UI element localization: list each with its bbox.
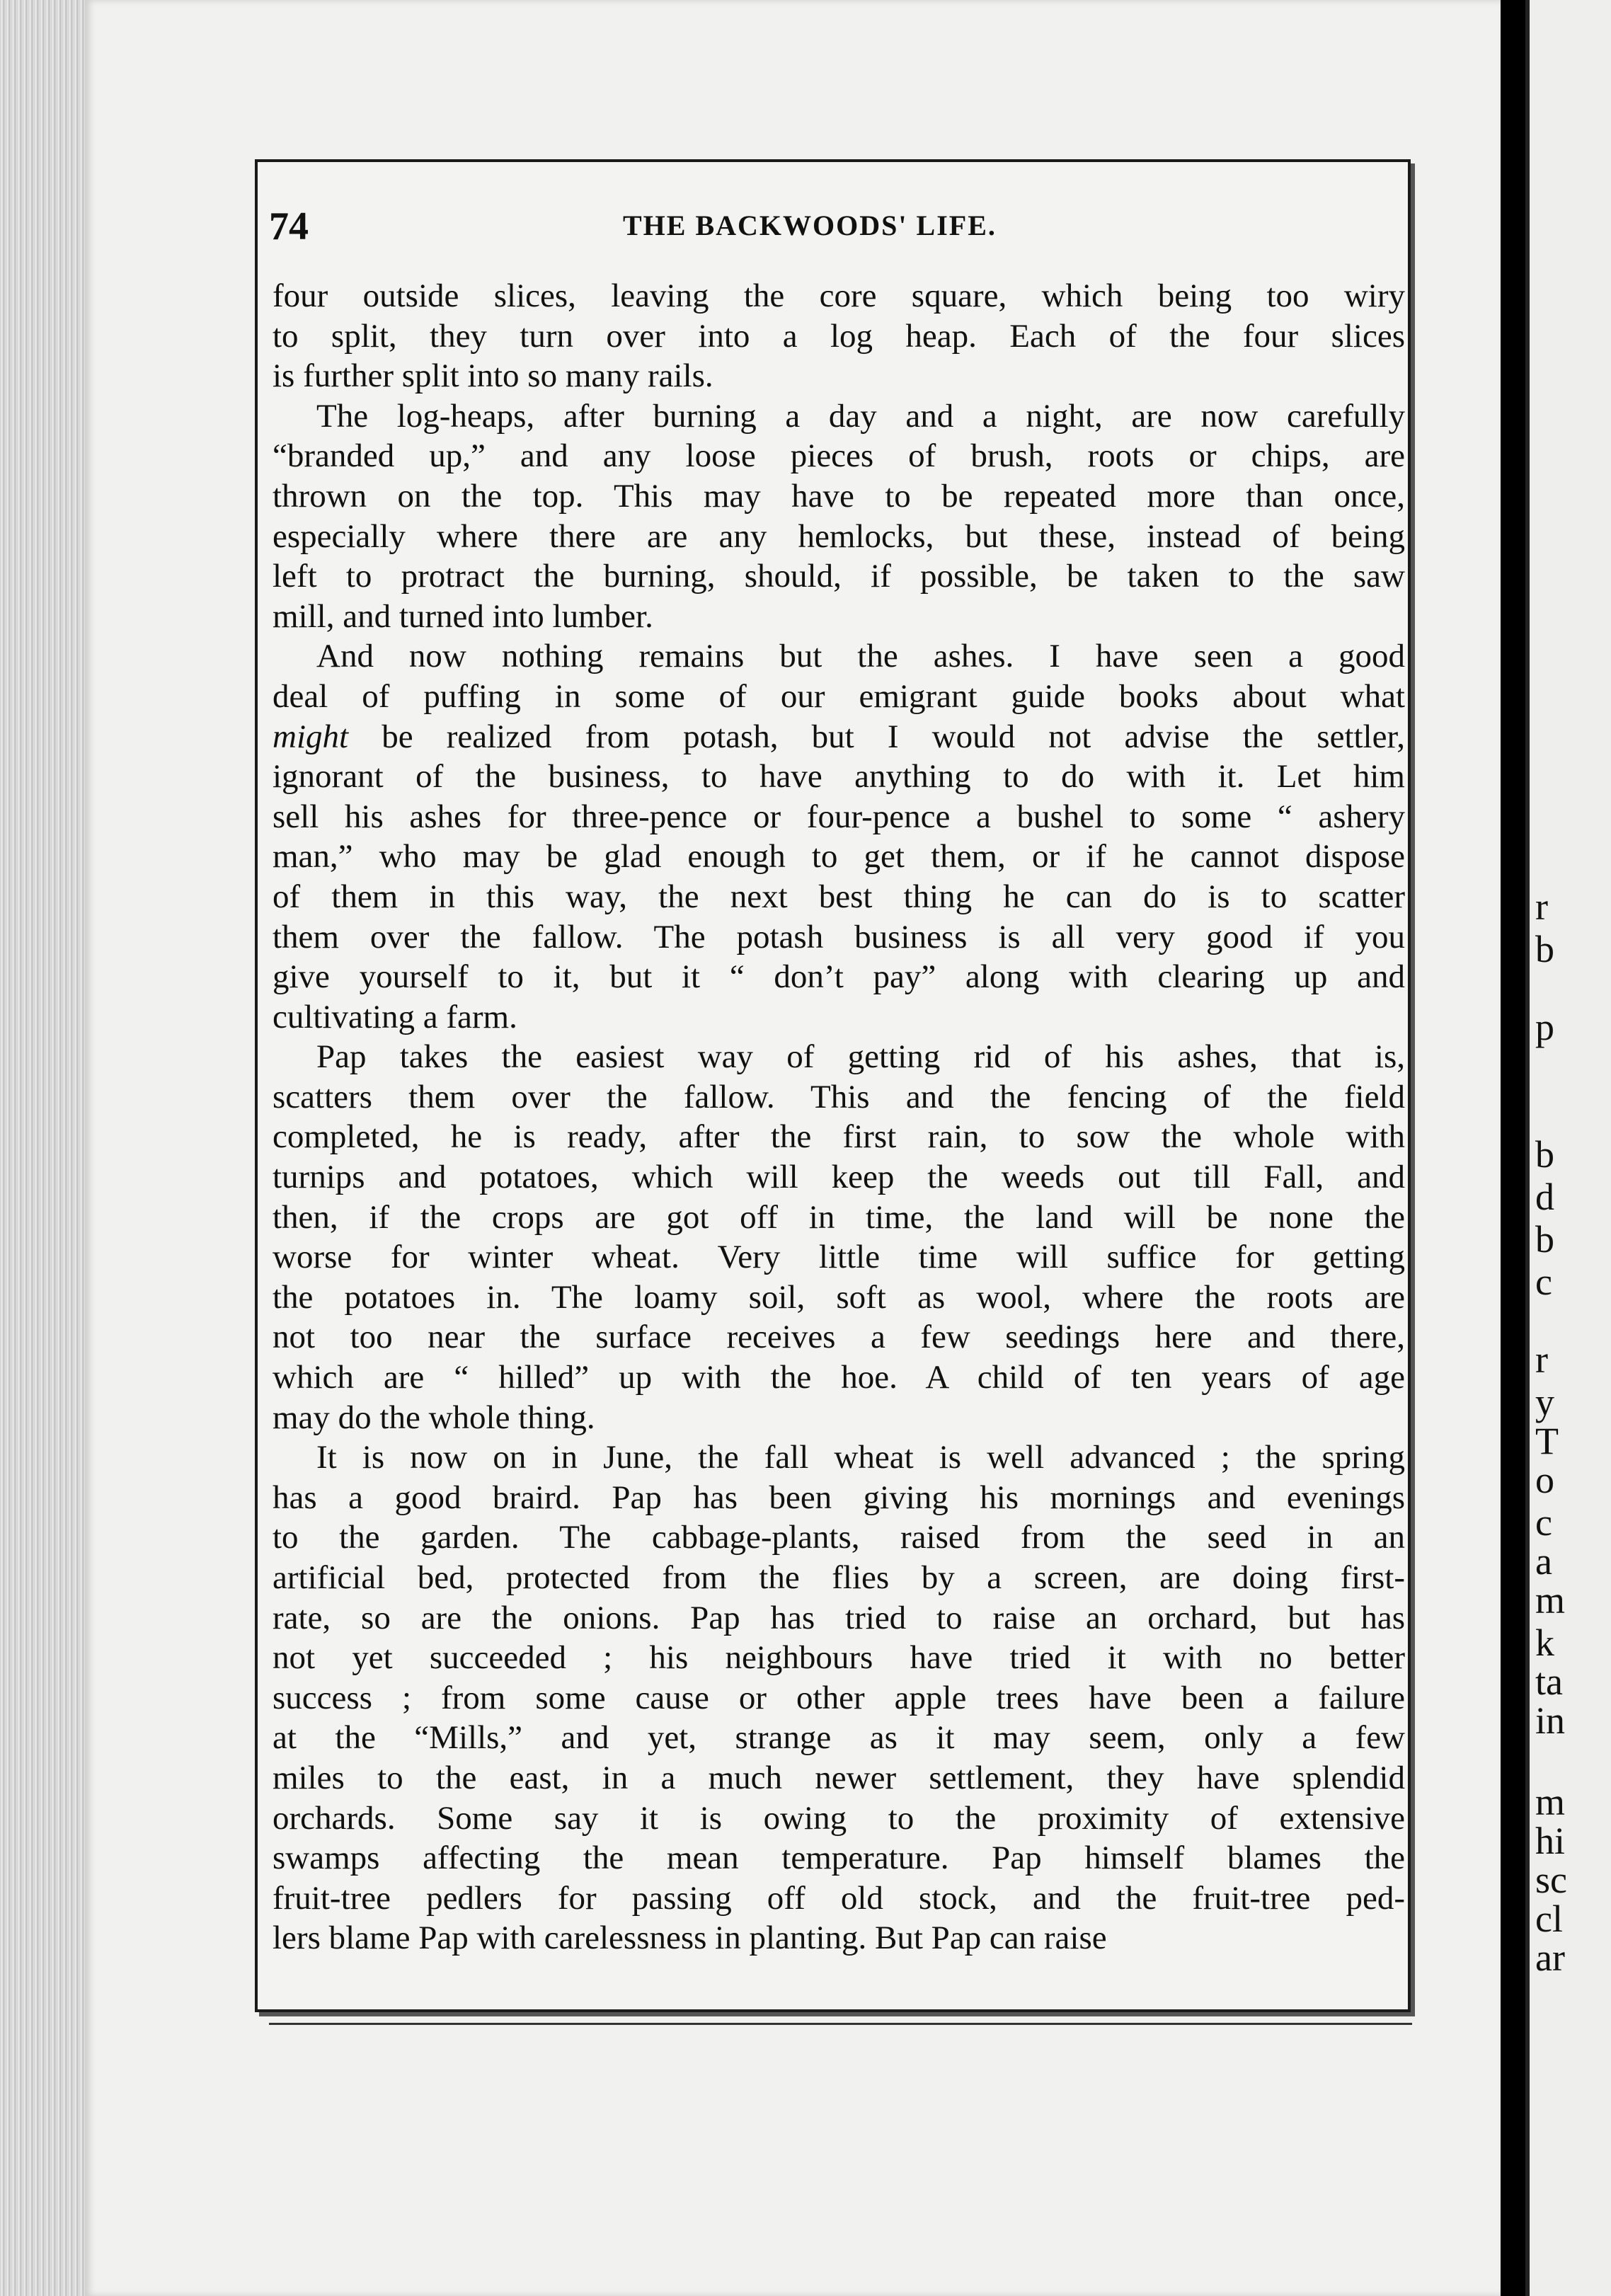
facing-fragment: b [1535,1218,1554,1261]
facing-fragment: sc [1535,1859,1567,1901]
text-line: orchards. Some say it is owing to the proximity of extensive [273,1799,1405,1837]
text-line: to the garden. The cabbage-plants, raised from the seed in an [273,1519,1405,1556]
facing-fragment: hi [1535,1820,1566,1862]
facing-fragment: c [1535,1261,1552,1303]
text-line: fruit-tree pedlers for passing off old stock, and the fruit-tree ped- [273,1879,1405,1917]
text-line: completed, he is ready, after the first rain, to sow the whole with [273,1118,1405,1156]
text-line: scatters them over the fallow. This and the fencing of the field [273,1078,1405,1115]
text-line: “branded up,” and any loose pieces of brush, roots or chips, are [273,437,1405,475]
text-line: deal of puffing in some of our emigrant guide books about what [273,677,1405,715]
facing-fragment: in [1535,1699,1566,1742]
text-line: rate, so are the onions. Pap has tried to raise an orchard, but has [273,1599,1405,1636]
facing-fragment: T [1535,1420,1559,1462]
text-line: Pap takes the easiest way of getting rid of his ashes, that is, [316,1038,1405,1076]
facing-fragment: cl [1535,1898,1563,1940]
facing-fragment: b [1535,928,1554,970]
facing-page [1525,0,1611,2296]
text-line: not too near the surface receives a few seedings here and there, [273,1319,1405,1356]
facing-fragment: p [1535,1006,1554,1048]
text-line: them over the fallow. The potash business is all very good if you [273,918,1405,955]
facing-fragment: c [1535,1501,1552,1544]
text-line: swamps affecting the mean temperature. Pap himself blames the [273,1839,1405,1877]
paragraph [273,276,1405,396]
text-line: which are “ hilled” up with the hoe. A child of ten years of age [273,1359,1405,1396]
facing-fragment: k [1535,1621,1554,1664]
page-header [269,198,1401,255]
text-line: cultivating a farm. [273,998,517,1035]
facing-fragment: m [1535,1781,1566,1823]
paragraph [273,1037,1405,1437]
text-line: miles to the east, in a much newer settlement, they have splendid [273,1759,1405,1796]
text-line: man,” who may be glad enough to get them, or if he cannot dispose [273,838,1405,876]
facing-fragment: ta [1535,1660,1563,1703]
facing-fragment: d [1535,1176,1554,1218]
text-line: ignorant of the business, to have anything to do with it. Let him [273,758,1405,796]
text-line: artificial bed, protected from the flies by a screen, are doing first- [273,1559,1405,1596]
text-line: the potatoes in. The loamy soil, soft as wool, where the roots are [273,1278,1405,1316]
facing-fragment: m [1535,1579,1566,1621]
text-line: thrown on the top. This may have to be repeated more than once, [273,477,1405,515]
paragraph [273,636,1405,1037]
text-line: The log-heaps, after burning a day and a night, are now carefully [316,397,1405,435]
text-line: It is now on in June, the fall wheat is well advanced ; the spring [316,1439,1405,1476]
text-line: to split, they turn over into a log heap. Each of the four slices [273,317,1405,355]
text-line: success ; from some cause or other apple trees have been a failure [273,1679,1405,1716]
facing-fragment: ar [1535,1936,1565,1979]
text-line: mill, and turned into lumber. [273,597,653,635]
text-line: lers blame Pap with carelessness in planting. But Pap can raise [273,1919,1107,1957]
text-line: left to protract the burning, should, if possible, be taken to the saw [273,558,1405,595]
paragraph [273,1437,1405,1958]
text-line: at the “Mills,” and yet, strange as it may seem, only a few [273,1719,1405,1757]
paragraph [273,396,1405,637]
text-line: has a good braird. Pap has been giving his mornings and evenings [273,1479,1405,1516]
text-line: four outside slices, leaving the core square, which being too wiry [273,277,1405,314]
facing-fragment: r [1535,885,1548,928]
page-number: 74 [269,205,309,248]
facing-fragment: r [1535,1338,1548,1381]
text-line: is further split into so many rails. [273,357,713,395]
text-line: not yet succeeded ; his neighbours have tried it with no better [273,1639,1405,1677]
text-line: give yourself to it, but it “ don’t pay” along with clearing up and [273,958,1405,996]
facing-fragment: a [1535,1540,1552,1583]
text-line: especially where there are any hemlocks, but these, instead of being [273,517,1405,555]
body-text [273,276,1405,1958]
facing-fragment: y [1535,1381,1554,1423]
running-head: THE BACKWOODS' LIFE. [623,209,997,241]
facing-fragment: o [1535,1459,1554,1501]
text-line: And now nothing remains but the ashes. I have seen a good [316,638,1405,675]
text-line: might be realized from potash, but I would not advise the settler, [273,718,1405,755]
text-line: then, if the crops are got off in time, the land will be none the [273,1198,1405,1236]
facing-fragment: b [1535,1133,1554,1176]
text-line: turnips and potatoes, which will keep the weeds out till Fall, and [273,1159,1405,1196]
text-line: of them in this way, the next best thing he can do is to scatter [273,878,1405,915]
text-line: worse for winter wheat. Very little time will suffice for getting [273,1239,1405,1276]
text-line: sell his ashes for three-pence or four-pence a bushel to some “ ashery [273,798,1405,835]
bottom-rule [269,2023,1412,2025]
text-line: may do the whole thing. [273,1399,595,1436]
